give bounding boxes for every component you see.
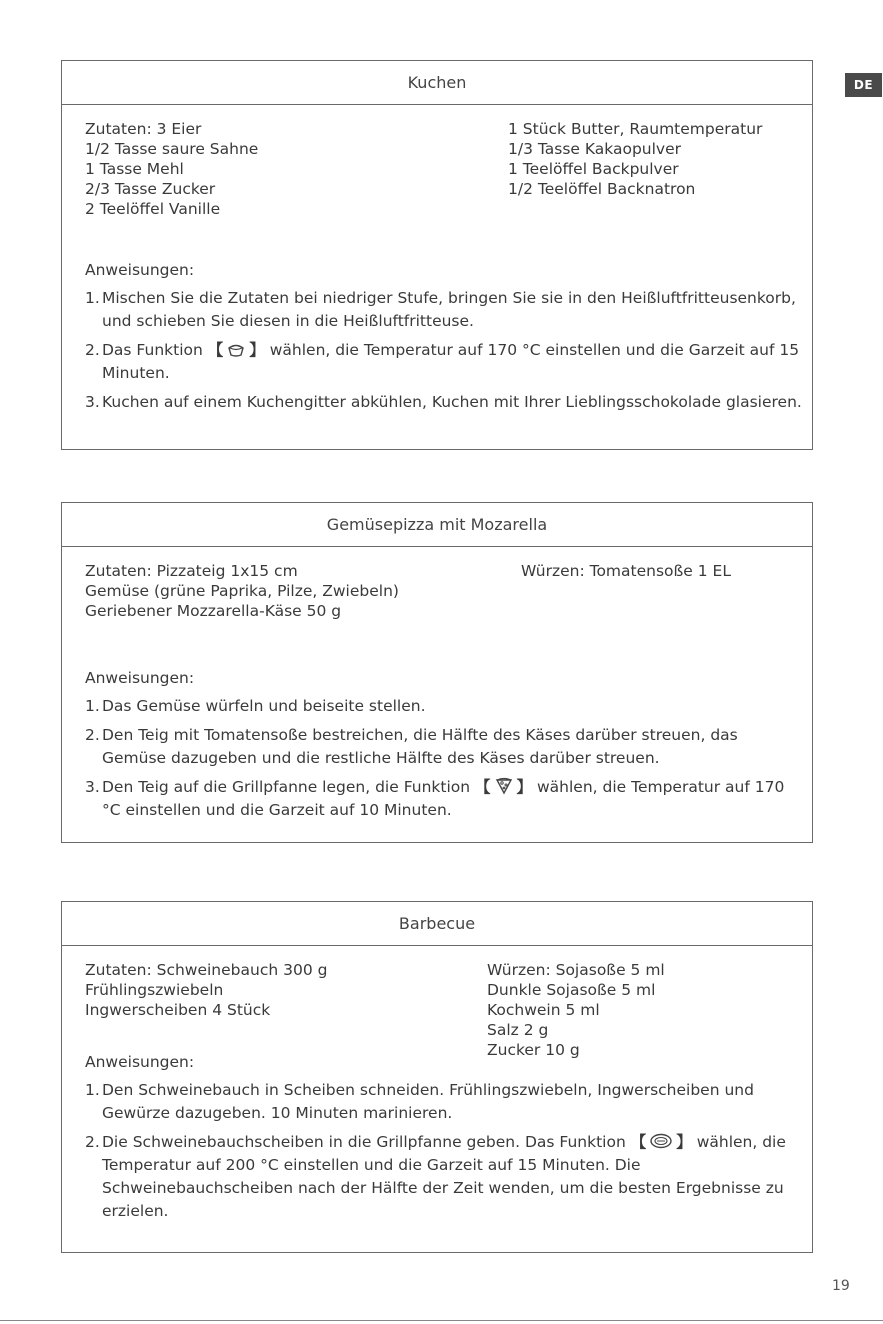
recipe-title: Kuchen (62, 61, 812, 105)
instructions-list (85, 287, 805, 420)
step-text: Das Gemüse würfeln und beiseite stellen. (102, 697, 426, 715)
ingredient-line: 2 Teelöffel Vanille (85, 200, 221, 218)
step-number: 2. (85, 1133, 100, 1151)
step-number: 2. (85, 726, 100, 744)
pizza-icon (494, 777, 514, 795)
recipe-card-barbecue (61, 901, 813, 1253)
ingredient-line: Ingwerscheiben 4 Stück (85, 1001, 271, 1019)
language-tab: DE (845, 73, 882, 97)
ingredient-line: 1/3 Tasse Kakaopulver (508, 140, 682, 158)
step-text: wählen, die Temperatur auf 170 °C einstellen und die Garzeit auf 15 Minuten. (102, 341, 800, 382)
bracket-close: 】 (676, 1133, 692, 1151)
ingredient-line: 2/3 Tasse Zucker (85, 180, 216, 198)
step-text: Den Schweinebauch in Scheiben schneiden. Frühlingszwiebeln, Ingwerscheiben und Gewürze dazugeben. 10 Minuten marinieren. (102, 1081, 754, 1122)
steak-icon (649, 1132, 673, 1150)
ingredients-left (85, 561, 399, 621)
ingredient-line: Frühlingszwiebeln (85, 981, 224, 999)
step-text: wählen, die Temperatur auf 200 °C einstellen und die Garzeit auf 15 Minuten. Die Schweinebauchscheiben nach der Hälfte der Zeit wenden, um die besten Ergebnisse zu erzielen. (102, 1133, 786, 1220)
ingredient-line: 1/2 Tasse saure Sahne (85, 140, 259, 158)
instructions-title: Anweisungen: (85, 1053, 195, 1071)
ingredients-right (508, 119, 762, 199)
instruction-step (85, 1131, 805, 1223)
recipe-card-pizza (61, 502, 813, 843)
recipe-title: Gemüsepizza mit Mozarella (62, 503, 812, 547)
recipe-title: Barbecue (62, 902, 812, 946)
instructions-title: Anweisungen: (85, 261, 195, 279)
bracket-close: 】 (249, 341, 265, 359)
step-number: 3. (85, 778, 100, 796)
ingredients-right (521, 561, 731, 581)
ingredient-line: Zutaten: Schweinebauch 300 g (85, 961, 328, 979)
ingredient-line: 1 Teelöffel Backpulver (508, 160, 679, 178)
ingredient-line: Würzen: Tomatensoße 1 EL (521, 562, 731, 580)
instruction-step (85, 776, 805, 822)
instruction-step (85, 1079, 805, 1125)
ingredient-line: Zutaten: 3 Eier (85, 120, 202, 138)
step-number: 1. (85, 289, 100, 307)
instructions-list (85, 695, 805, 828)
instructions-list (85, 1079, 805, 1229)
step-text: Mischen Sie die Zutaten bei niedriger Stufe, bringen Sie sie in den Heißluftfritteusenkorb, und schieben Sie diesen in die Heißluftfritteuse. (102, 289, 796, 330)
recipe-card-kuchen (61, 60, 813, 450)
bracket-close: 】 (516, 778, 533, 796)
step-text: Die Schweinebauchscheiben in die Grillpfanne geben. Das Funktion (102, 1133, 626, 1151)
instruction-step (85, 339, 805, 385)
page-number: 19 (832, 1278, 850, 1294)
instructions-title: Anweisungen: (85, 669, 195, 687)
step-text: Den Teig auf die Grillpfanne legen, die Funktion (102, 778, 471, 796)
ingredients-right (487, 960, 665, 1060)
step-text: Kuchen auf einem Kuchengitter abkühlen, Kuchen mit Ihrer Lieblingsschokolade glasieren. (102, 393, 802, 411)
bottom-divider (0, 1320, 883, 1321)
step-number: 2. (85, 341, 100, 359)
ingredient-line: Salz 2 g (487, 1021, 549, 1039)
ingredient-line: 1/2 Teelöffel Backnatron (508, 180, 696, 198)
bracket-open: 【 (630, 1133, 647, 1151)
ingredient-line: Würzen: Sojasoße 5 ml (487, 961, 665, 979)
step-text: Das Funktion (102, 341, 203, 359)
cake-icon (226, 341, 246, 358)
instruction-step (85, 287, 805, 333)
ingredient-line: Zucker 10 g (487, 1041, 580, 1059)
instruction-step (85, 724, 805, 770)
bracket-open: 【 (475, 778, 491, 796)
step-text: wählen, die Temperatur auf 170 °C einstellen und die Garzeit auf 10 Minuten. (102, 778, 785, 819)
step-text: Den Teig mit Tomatensoße bestreichen, die Hälfte des Käses darüber streuen, das Gemüse dazugeben und die restliche Hälfte des Käses darüber streuen. (102, 726, 738, 767)
bracket-open: 【 (207, 341, 224, 359)
ingredient-line: Gemüse (grüne Paprika, Pilze, Zwiebeln) (85, 582, 399, 600)
step-number: 1. (85, 697, 100, 715)
instruction-step (85, 695, 805, 718)
step-number: 3. (85, 393, 100, 411)
ingredient-line: 1 Tasse Mehl (85, 160, 184, 178)
ingredient-line: Geriebener Mozzarella-Käse 50 g (85, 602, 342, 620)
ingredients-left (85, 119, 258, 219)
step-number: 1. (85, 1081, 100, 1099)
ingredient-line: 1 Stück Butter, Raumtemperatur (508, 120, 763, 138)
ingredient-line: Kochwein 5 ml (487, 1001, 600, 1019)
ingredient-line: Zutaten: Pizzateig 1x15 cm (85, 562, 298, 580)
ingredient-line: Dunkle Sojasoße 5 ml (487, 981, 656, 999)
ingredients-left (85, 960, 327, 1020)
instruction-step (85, 391, 805, 414)
